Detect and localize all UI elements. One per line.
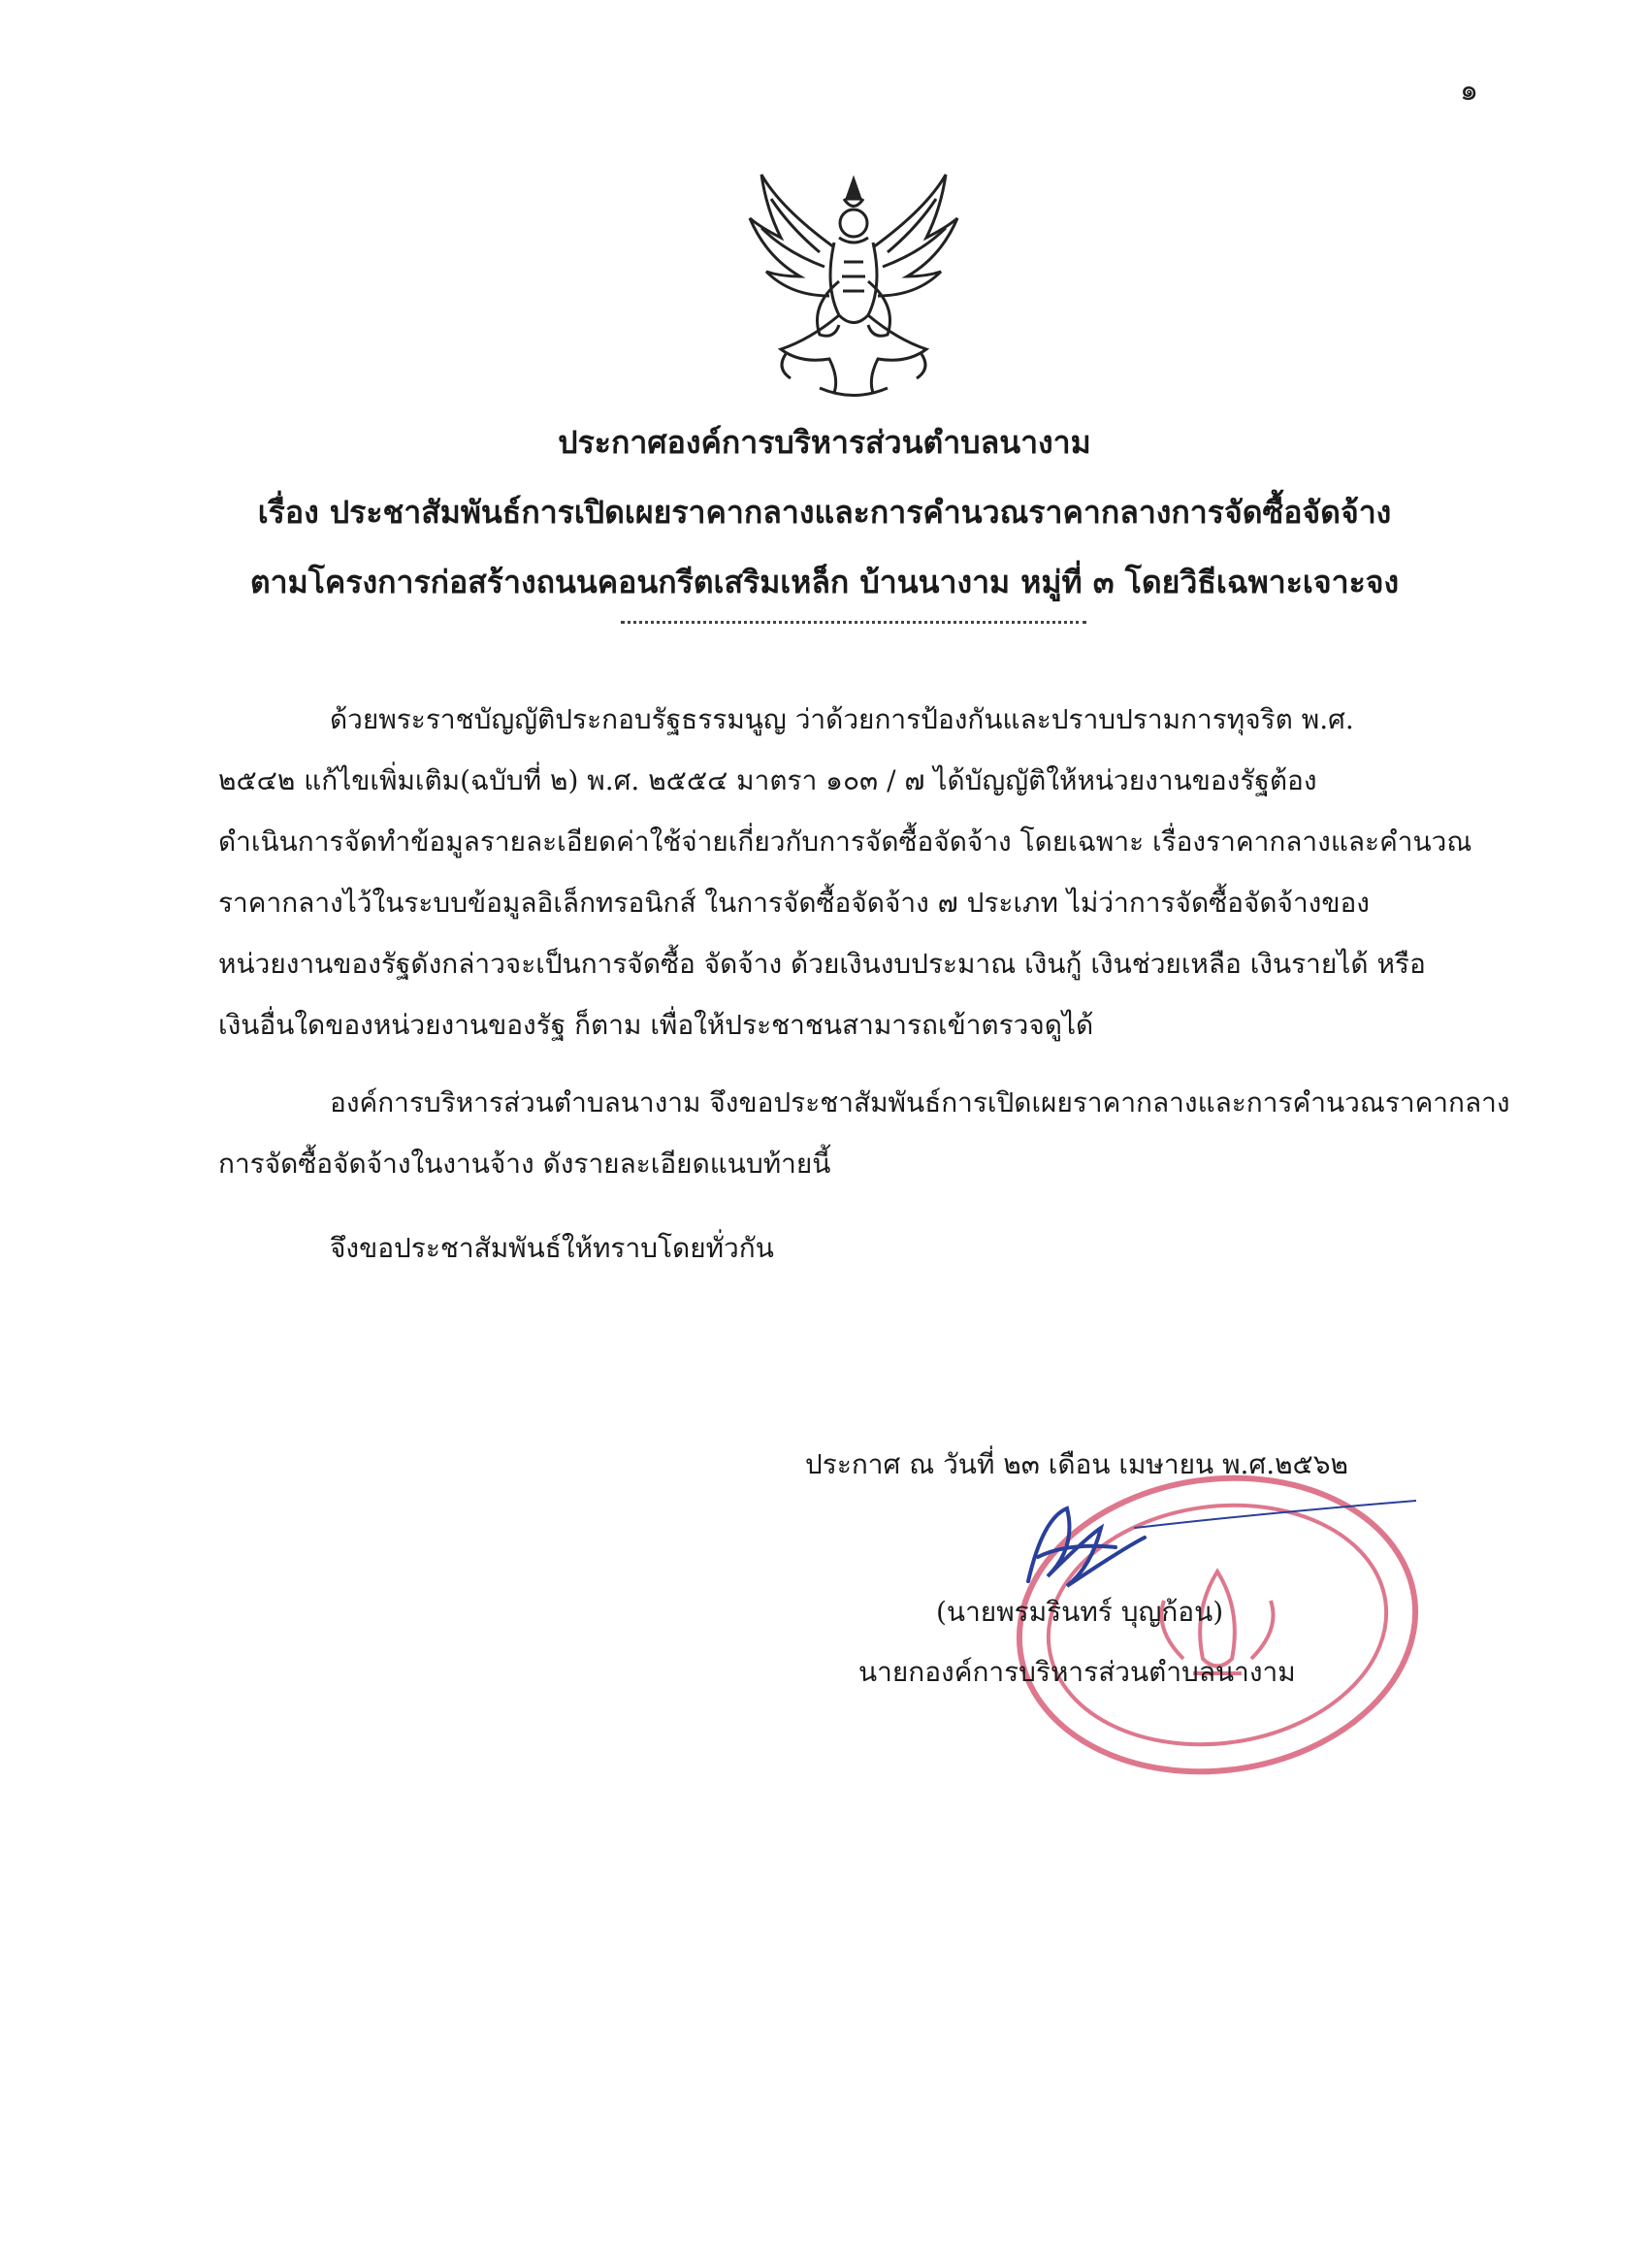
header-subject: เรื่อง ประชาสัมพันธ์การเปิดเผยราคากลางและการคำนวณราคากลางการจัดซื้อจัดจ้าง: [257, 494, 1392, 531]
garuda-emblem-icon: [742, 170, 965, 403]
paragraph-line: หน่วยงานของรัฐดังกล่าวจะเป็นการจัดซื้อ จัดจ้าง ด้วยเงินงบประมาณ เงินกู้ เงินช่วยเหลือ เงินรายได้ หรือ: [218, 948, 1426, 980]
handwritten-signature-icon: [1009, 1489, 1416, 1605]
announcement-header: [194, 407, 1455, 617]
paragraph-line: ราคากลางไว้ในระบบข้อมูลอิเล็กทรอนิกส์ ในการจัดซื้อจัดจ้าง ๗ ประเภท ไม่ว่าการจัดซื้อจัดจ้างของ: [218, 887, 1370, 919]
paragraph-line: การจัดซื้อจัดจ้างในงานจ้าง ดังรายละเอียดแนบท้ายนี้: [218, 1148, 831, 1180]
announcement-date: ประกาศ ณ วันที่ ๒๓ เดือน เมษายน พ.ศ.๒๕๖๒: [805, 1448, 1348, 1480]
body-paragraph-3: [218, 1217, 1470, 1279]
paragraph-line: ดำเนินการจัดทำข้อมูลรายละเอียดค่าใช้จ่ายเกี่ยวกับการจัดซื้อจัดจ้าง โดยเฉพาะ เรื่องราคากลางและคำนวณ: [218, 826, 1472, 858]
paragraph-line: ๒๕๔๒ แก้ไขเพิ่มเติม(ฉบับที่ ๒) พ.ศ. ๒๕๕๔ มาตรา ๑๐๓ / ๗ ได้บัญญัติให้หน่วยงานของรัฐต้อง: [218, 764, 1317, 796]
paragraph-line: เงินอื่นใดของหน่วยงานของรัฐ ก็ตาม เพื่อให้ประชาชนสามารถเข้าตรวจดูได้: [218, 1009, 1094, 1041]
paragraph-line: องค์การบริหารส่วนตำบลนางาม จึงขอประชาสัมพันธ์การเปิดเผยราคากลางและการคำนวณราคากลาง: [330, 1086, 1510, 1118]
page-number: ๑: [1460, 74, 1479, 108]
header-separator: [621, 621, 1086, 624]
signer-title: นายกองค์การบริหารส่วนตำบลนางาม: [858, 1656, 1296, 1688]
body-paragraph-2: [218, 1072, 1510, 1194]
signer-name: (นายพรมรินทร์ บุญก้อน): [936, 1596, 1224, 1628]
body-paragraph-1: [218, 689, 1470, 1055]
paragraph-line: ด้วยพระราชบัญญัติประกอบรัฐธรรมนูญ ว่าด้วยการป้องกันและปราบปรามการทุจริต พ.ศ.: [330, 703, 1354, 735]
paragraph-line: จึงขอประชาสัมพันธ์ให้ทราบโดยทั่วกัน: [330, 1232, 774, 1264]
header-project: ตามโครงการก่อสร้างถนนคอนกรีตเสริมเหล็ก บ้านนางาม หมู่ที่ ๓ โดยวิธีเฉพาะเจาะจง: [249, 564, 1400, 600]
header-title: ประกาศองค์การบริหารส่วนตำบลนางาม: [558, 424, 1091, 461]
